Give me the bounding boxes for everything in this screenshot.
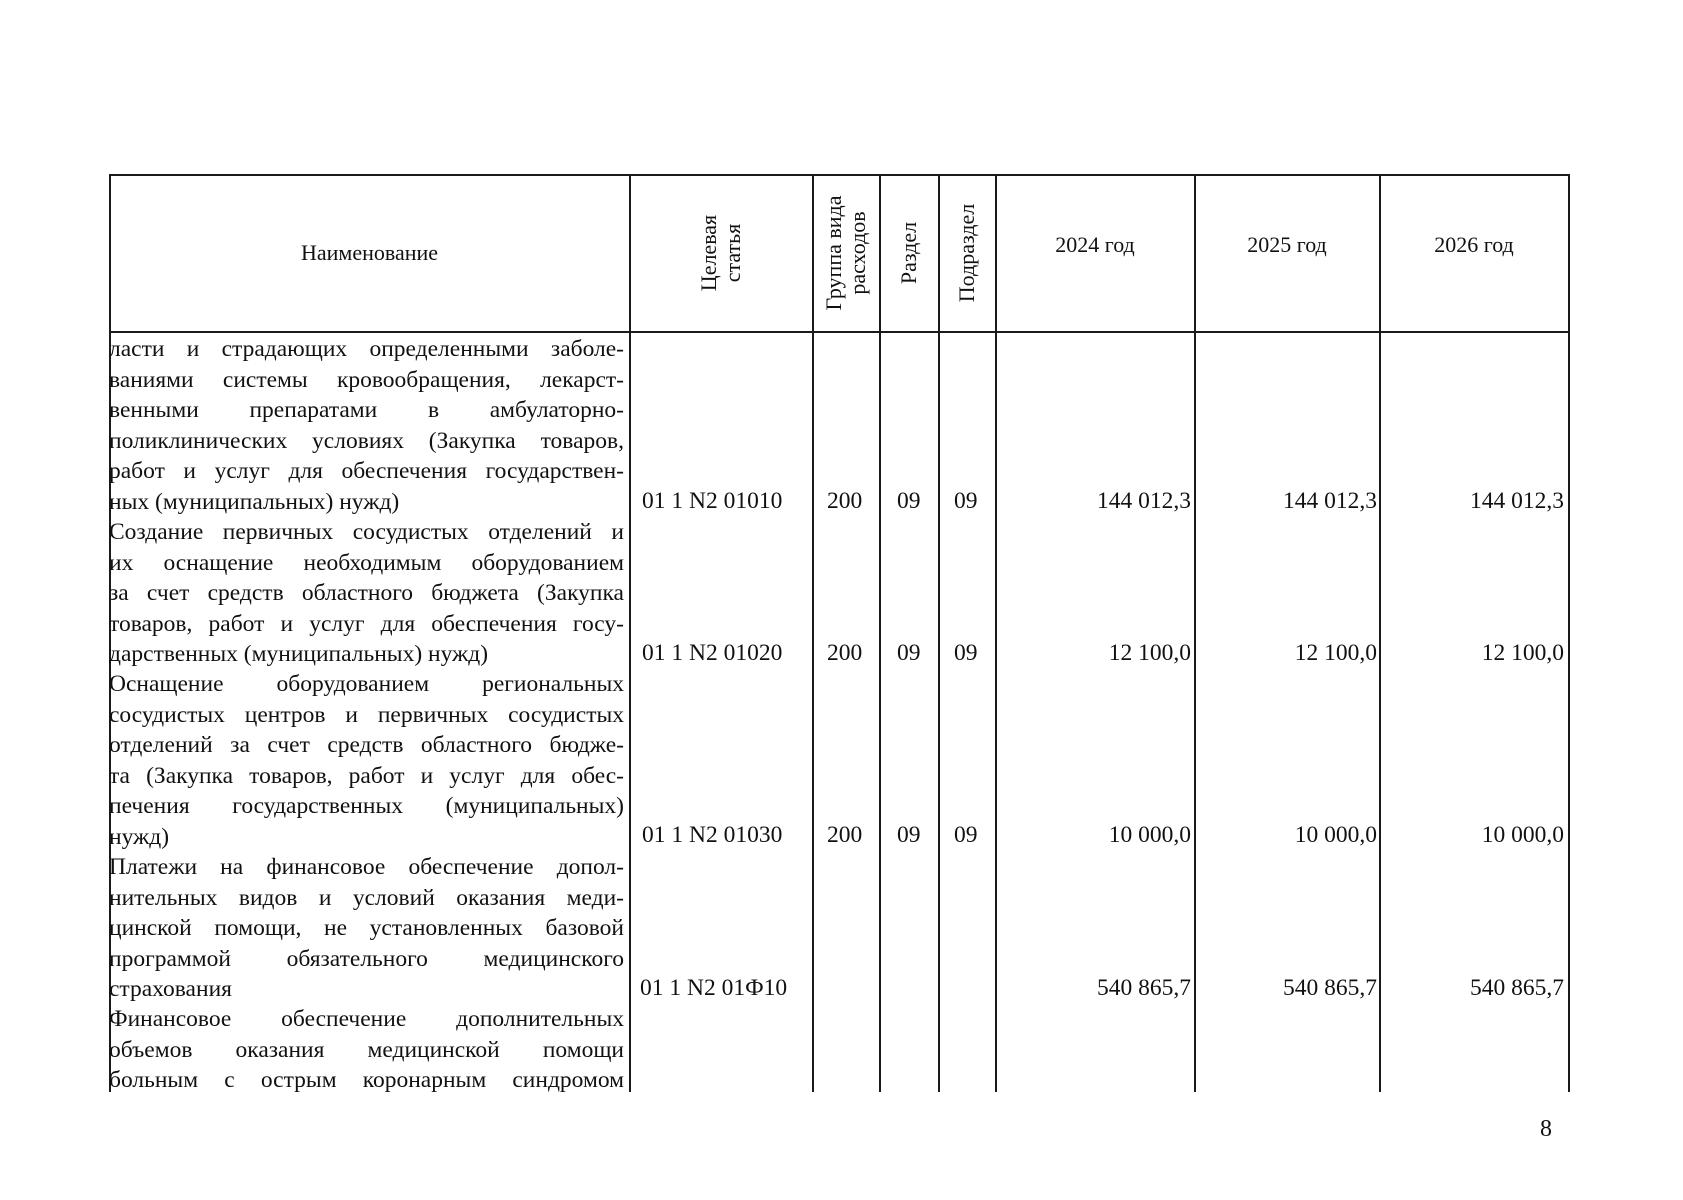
row-1-value-2026: 144 012,3 (1470, 488, 1564, 514)
row-4-line-2: нительных видов и условий оказания меди- (109, 884, 624, 911)
row-2-group: 200 (827, 640, 863, 666)
row-2-section: 09 (897, 640, 921, 666)
row-2-line-1: Создание первичных сосудистых отделений и (109, 519, 624, 545)
table-row-3-description (109, 669, 624, 852)
header-target-label: Целевая статья (696, 214, 745, 292)
header-section (880, 175, 938, 331)
header-group (813, 175, 879, 331)
header-group-label: Группа вида расходов (821, 195, 870, 311)
row-4-line-1: Платежи на финансовое обеспечение допол- (109, 854, 624, 880)
row-5-line-3: больным с острым коронарным синдромом (109, 1067, 624, 1093)
row-3-value-2026: 10 000,0 (1481, 822, 1564, 848)
row-3-line-5: печения государственных (муниципальных) (109, 793, 624, 819)
row-4-code: 01 1 N2 01Ф10 (640, 975, 788, 1001)
header-2025 (1195, 175, 1379, 315)
table-row-1-description (109, 334, 624, 517)
page-number: 8 (1540, 1116, 1552, 1142)
header-2024 (996, 175, 1194, 315)
row-1-line-3: венными препаратами в амбулаторно- (109, 397, 624, 423)
row-1-line-6: ных (муниципальных) нужд) (109, 488, 400, 515)
row-2-line-2: их оснащение необходимым оборудованием (109, 549, 624, 576)
row-3-section: 09 (897, 822, 921, 848)
header-subsection-label: Подраздел (954, 203, 979, 303)
row-2-line-4: товаров, работ и услуг для обеспечения госу- (109, 610, 624, 637)
row-2-line-5: дарственных (муниципальных) нужд) (109, 641, 489, 667)
header-name (110, 175, 629, 331)
table-row-2-description (109, 517, 624, 670)
row-2-code: 01 1 N2 01020 (642, 640, 783, 666)
row-3-subsection: 09 (954, 822, 978, 848)
row-1-line-1: ласти и страдающих определенными заболе- (109, 336, 624, 362)
header-section-label: Раздел (896, 221, 921, 285)
row-4-line-4: программой обязательного медицинского (109, 945, 624, 972)
row-3-group: 200 (827, 822, 863, 848)
row-1-group: 200 (827, 488, 863, 514)
row-2-value-2025: 12 100,0 (1294, 640, 1377, 666)
row-2-value-2024: 12 100,0 (1108, 640, 1191, 666)
row-1-line-2: ваниями системы кровообращения, лекарст- (109, 366, 624, 393)
header-2026 (1380, 175, 1568, 315)
header-target (630, 175, 812, 331)
row-4-line-3: цинской помощи, не установленных базовой (109, 915, 624, 941)
table-row-4-description (109, 852, 624, 1005)
row-4-line-5: страхования (109, 976, 232, 1002)
row-2-line-3: за счет средств областного бюджета (Закупка (109, 580, 624, 606)
header-name-label: Наименование (300, 240, 439, 265)
row-3-line-4: та (Закупка товаров, работ и услуг для обес- (109, 762, 624, 789)
row-3-line-2: сосудистых центров и первичных сосудистых (109, 701, 624, 728)
row-2-value-2026: 12 100,0 (1481, 640, 1564, 666)
row-4-value-2026: 540 865,7 (1470, 975, 1564, 1001)
row-3-code: 01 1 N2 01030 (642, 822, 783, 848)
row-1-line-5: работ и услуг для обеспечения государствен- (109, 458, 624, 484)
row-1-subsection: 09 (954, 488, 978, 514)
row-1-value-2025: 144 012,3 (1283, 488, 1377, 514)
row-3-value-2024: 10 000,0 (1108, 822, 1191, 848)
col-border-right (1568, 174, 1570, 1092)
row-1-line-4: поликлинических условиях (Закупка товаров, (109, 427, 624, 454)
row-1-value-2024: 144 012,3 (1097, 488, 1191, 514)
row-5-line-2: объемов оказания медицинской помощи (109, 1036, 624, 1063)
header-bottom-border (109, 331, 1570, 333)
row-1-code: 01 1 N2 01010 (642, 488, 783, 514)
row-3-line-6: нужд) (109, 823, 170, 850)
table-row-5-description (109, 1004, 624, 1096)
row-3-line-3: отделений за счет средств областного бюдже- (109, 732, 624, 758)
header-2026-label: 2026 год (1434, 232, 1514, 257)
row-4-value-2024: 540 865,7 (1097, 975, 1191, 1001)
row-1-section: 09 (897, 488, 921, 514)
header-subsection (939, 175, 995, 331)
row-4-value-2025: 540 865,7 (1283, 975, 1377, 1001)
row-3-line-1: Оснащение оборудованием региональных (109, 671, 624, 697)
row-2-subsection: 09 (954, 640, 978, 666)
row-5-line-1: Финансовое обеспечение дополнительных (109, 1006, 624, 1032)
row-3-value-2025: 10 000,0 (1294, 822, 1377, 848)
header-2025-label: 2025 год (1247, 232, 1327, 257)
header-2024-label: 2024 год (1055, 232, 1135, 257)
